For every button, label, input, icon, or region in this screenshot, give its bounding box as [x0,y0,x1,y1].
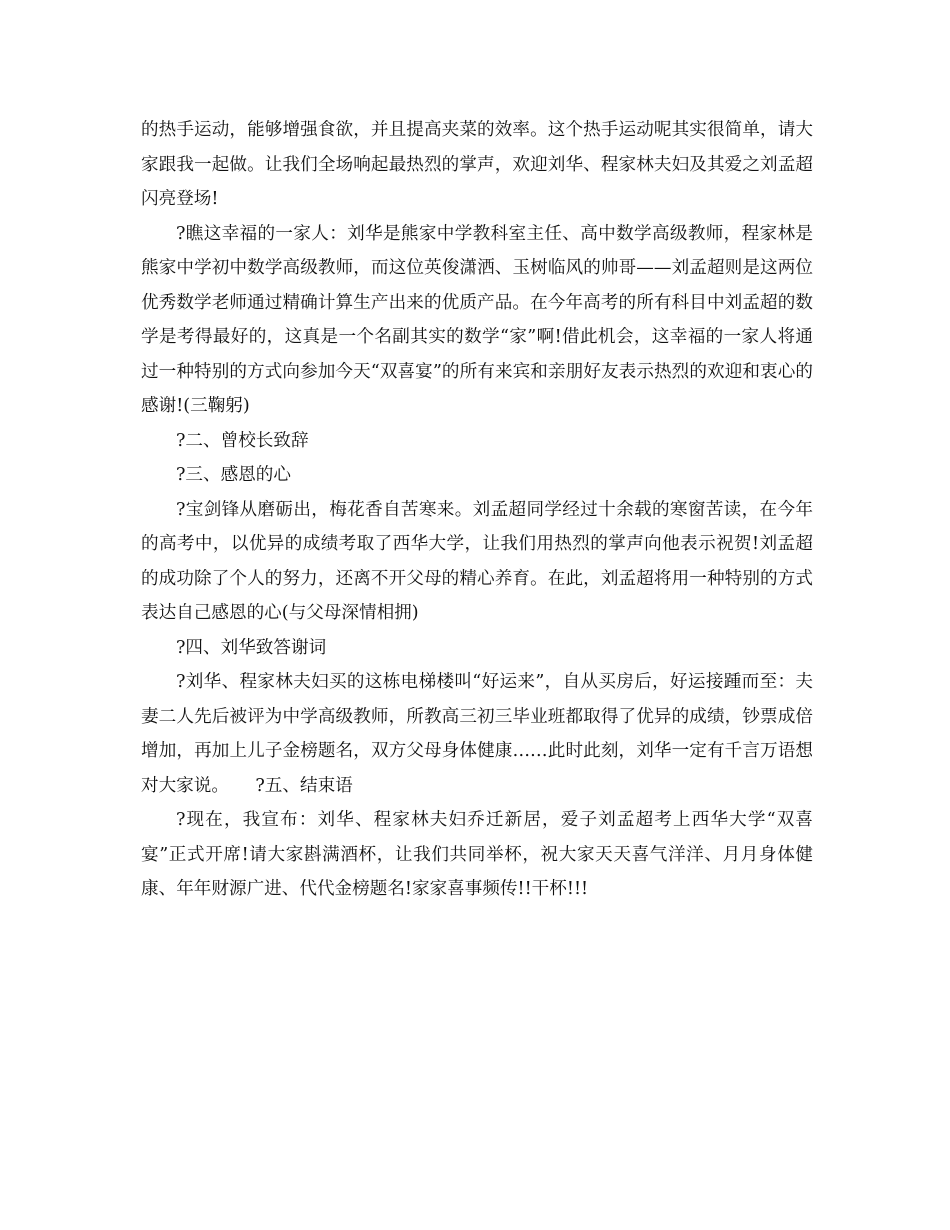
document-body [141,113,813,907]
section-heading-thanks-speech: ?四、刘华致答谢词 [176,637,327,658]
paragraph-family-introduction: ?瞧这幸福的一家人：刘华是熊家中学教科室主任、高中数学高级教师，程家林是熊家中学初中数学高级教师，而这位英俊潇洒、玉树临风的帅哥——刘孟超则是这两位优秀数学老师通过精确计算生产出来的优质产品。在今年高考的所有科目中刘孟超的数学是考得最好的，这真是一个名副其实的数学“家”啊!借此机会，这幸福的一家人将通过一种特别的方式向参加今天“双喜宴”的所有来宾和亲朋好友表示热烈的欢迎和衷心的感谢!(三鞠躬) [141,223,813,416]
section-heading-grateful-heart: ?三、感恩的心 [176,465,291,485]
paragraph-good-fortune: ?刘华、程家林夫妇买的这栋电梯楼叫“好运来”，自从买房后，好运接踵而至：夫妻二人先后被评为中学高级教师，所教高三初三毕业班都取得了优异的成绩，钞票成倍增加，再加上儿子金榜题名，双方父母身体健康……此时此刻，刘华一定有千言万语想对大家说。 ?五、结束语 [141,672,813,796]
paragraph-gratitude: ?宝剑锋从磨砺出，梅花香自苦寒来。刘孟超同学经过十余载的寒窗苦读，在今年的高考中，以优异的成绩考取了西华大学，让我们用热烈的掌声向他表示祝贺!刘孟超的成功除了个人的努力，还离不开父母的精心养育。在此，刘孟超将用一种特别的方式表达自己感恩的心(与父母深情相拥) [141,499,813,623]
section-heading-principal-speech: ?二、曾校长致辞 [176,430,309,451]
paragraph-closing-toast: ?现在，我宣布：刘华、程家林夫妇乔迁新居，爱子刘孟超考上西华大学“双喜宴”正式开席!请大家斟满酒杯，让我们共同举杯，祝大家天天喜气洋洋、月月身体健康、年年财源广进、代代金榜题名!家家喜事频传!!干杯!!! [141,810,813,899]
paragraph-intro: 的热手运动，能够增强食欲，并且提高夹菜的效率。这个热手运动呢其实很简单，请大家跟我一起做。让我们全场响起最热烈的掌声，欢迎刘华、程家林夫妇及其爱之刘孟超闪亮登场! [141,120,813,209]
